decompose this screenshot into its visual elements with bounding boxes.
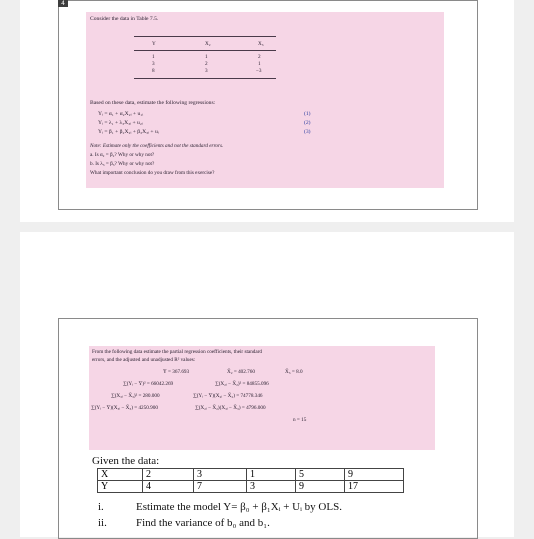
table-header-x3: X₃ bbox=[258, 41, 264, 47]
sum-x2x2: ∑(X₂ᵢ − X̄₂)² = 84855.096 bbox=[215, 381, 269, 387]
intro-line-1: From the following data estimate the partial regression coefficients, their standard bbox=[92, 349, 263, 355]
table-cell: 3 bbox=[152, 61, 155, 67]
regression-1-number: (1) bbox=[304, 111, 311, 117]
table-cell: −3 bbox=[256, 68, 262, 74]
regression-2-number: (2) bbox=[304, 120, 311, 126]
task-ii-text: Find the variance of b₀ and b₁. bbox=[136, 517, 270, 529]
table-rule-top bbox=[134, 36, 276, 37]
regression-3-number: (3) bbox=[304, 129, 311, 135]
table-cell: 3 bbox=[194, 469, 247, 481]
textbook-excerpt-1 bbox=[86, 12, 444, 188]
table-cell: 1 bbox=[258, 61, 261, 67]
instruction-text: Based on these data, estimate the following regressions: bbox=[90, 100, 216, 106]
task-ii-number: ii. bbox=[98, 517, 107, 529]
regression-2: Yᵢ = λ₁ + λ₃X₃ᵢ + u₂ᵢ bbox=[98, 120, 143, 126]
mean-y: Ȳ = 367.693 bbox=[163, 369, 190, 375]
sum-yy: ∑(Yᵢ − Ȳ)² = 66042.269 bbox=[123, 381, 174, 387]
table-cell: 9 bbox=[296, 481, 345, 493]
note-text: Note: Estimate only the coefficients and not the standard errors. bbox=[90, 143, 224, 149]
mean-x3: X̄₃ = 8.0 bbox=[285, 369, 303, 375]
row-label-y: Y bbox=[98, 481, 143, 493]
regression-3: Yᵢ = β₁ + β₂X₂ᵢ + β₃X₃ᵢ + uᵢ bbox=[98, 129, 159, 135]
table-cell: 8 bbox=[152, 68, 155, 74]
table-row bbox=[98, 481, 404, 493]
sum-yx3: ∑(Yᵢ − Ȳ)(X₃ᵢ − X̄₃) = 4250.900 bbox=[91, 405, 158, 411]
task-i-text: Estimate the model Y= β₀ + β₁Xᵢ + Uᵢ by OLS. bbox=[136, 501, 342, 513]
sum-yx2: ∑(Yᵢ − Ȳ)(X₂ᵢ − X̄₂) = 74778.346 bbox=[193, 393, 263, 399]
table-cell: 7 bbox=[194, 481, 247, 493]
table-cell: 1 bbox=[152, 54, 155, 60]
mean-x2: X̄₂ = 402.760 bbox=[227, 369, 255, 375]
table-cell: 3 bbox=[247, 481, 296, 493]
table-cell: 4 bbox=[143, 481, 194, 493]
sum-x3x3: ∑(X₃ᵢ − X̄₃)² = 280.000 bbox=[111, 393, 160, 399]
sum-x2x3: ∑(X₂ᵢ − X̄₂)(X₃ᵢ − X̄₃) = 4796.000 bbox=[195, 405, 266, 411]
conclusion-question: What important conclusion do you draw from this exercise? bbox=[90, 170, 215, 176]
part-b: b. Is λ₃ = β₃? Why or why not? bbox=[90, 161, 155, 167]
regression-1: Yᵢ = α₁ + α₂X₂ᵢ + u₁ᵢ bbox=[98, 111, 144, 117]
table-rule-bottom bbox=[134, 78, 276, 79]
table-cell: 2 bbox=[205, 61, 208, 67]
question-number: 4 bbox=[58, 0, 68, 7]
task-i-number: i. bbox=[98, 501, 104, 513]
table-cell: 1 bbox=[247, 469, 296, 481]
table-cell: 3 bbox=[205, 68, 208, 74]
data-table bbox=[97, 468, 404, 493]
table-rule-mid bbox=[134, 50, 276, 51]
table-header-x2: X₂ bbox=[205, 41, 211, 47]
table-cell: 5 bbox=[296, 469, 345, 481]
table-cell: 17 bbox=[345, 481, 404, 493]
row-label-x: X bbox=[98, 469, 143, 481]
table-cell: 1 bbox=[205, 54, 208, 60]
table-row bbox=[98, 469, 404, 481]
part-a: a. Is α₂ = β₂? Why or why not? bbox=[90, 152, 155, 158]
intro-line-2: errors, and the adjusted and unadjusted R² values: bbox=[92, 357, 196, 363]
given-label: Given the data: bbox=[92, 455, 160, 467]
table-header-y: Y bbox=[152, 41, 156, 47]
intro-text: Consider the data in Table 7.5. bbox=[90, 16, 159, 22]
table-cell: 2 bbox=[143, 469, 194, 481]
table-cell: 9 bbox=[345, 469, 404, 481]
sample-size: n = 15 bbox=[293, 417, 307, 423]
textbook-excerpt-2 bbox=[89, 346, 435, 450]
table-cell: 2 bbox=[258, 54, 261, 60]
